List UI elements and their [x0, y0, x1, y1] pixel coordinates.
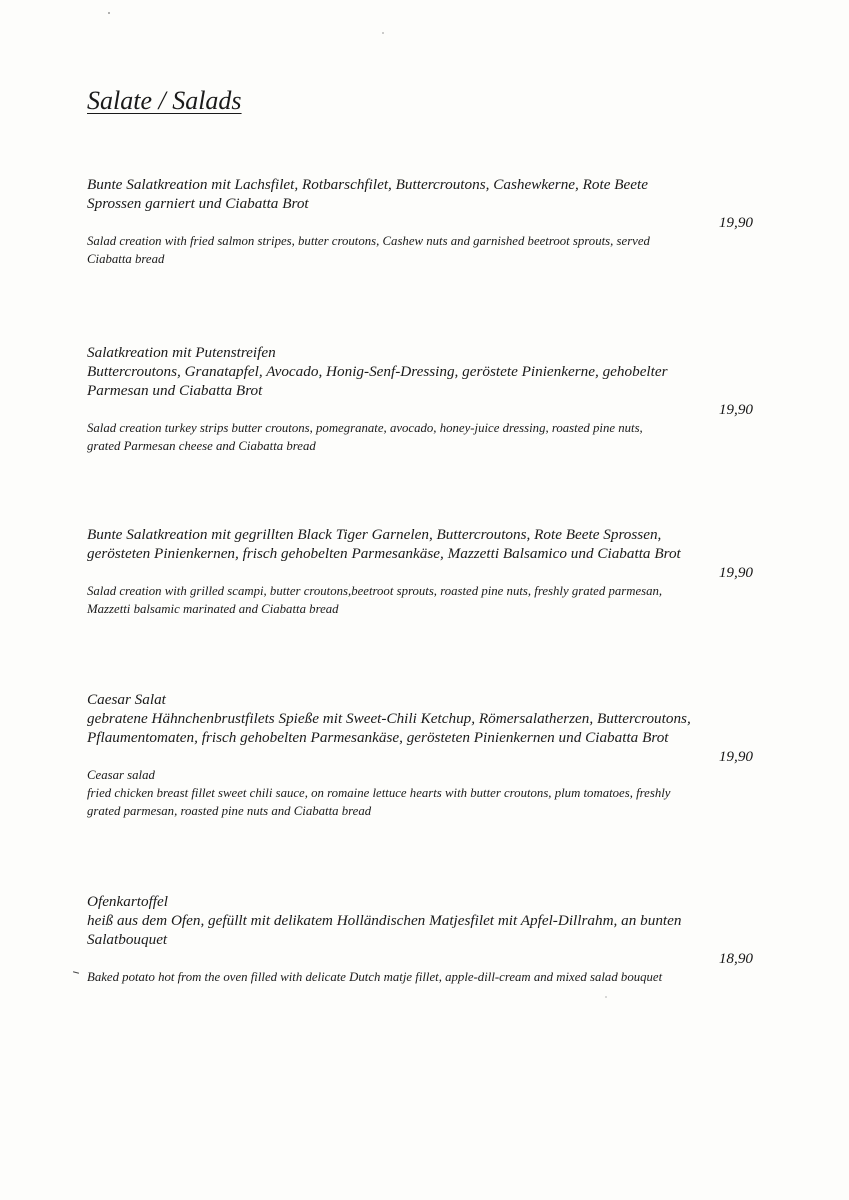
scan-mark [73, 971, 79, 974]
item-description-de: heiß aus dem Ofen, gefüllt mit delikatem Holländischen Matjesfilet mit Apfel-Dillrahm, an bunten [87, 912, 682, 929]
item-description-en: grated Parmesan cheese and Ciabatta bread [87, 439, 316, 453]
item-description-en: Ceasar salad [87, 768, 155, 782]
item-price: 19,90 [718, 401, 753, 418]
item-description-de: gebratene Hähnchenbrustfilets Spieße mit Sweet-Chili Ketchup, Römersalatherzen, Buttercroutons, [87, 710, 691, 727]
scan-speck [108, 12, 110, 14]
item-description-de: gerösteten Pinienkernen, frisch gehobelten Parmesankäse, Mazzetti Balsamico und Ciabatta Brot [87, 545, 681, 562]
item-description-en: grated parmesan, roasted pine nuts and Ciabatta bread [87, 804, 372, 818]
item-description-en: Baked potato hot from the oven filled with delicate Dutch matje fillet, apple-dill-cream and mixed salad bouquet [87, 970, 663, 984]
item-description-en: Salad creation with grilled scampi, butter croutons,beetroot sprouts, roasted pine nuts, freshly grated parmesan, [87, 584, 663, 598]
item-price: 19,90 [718, 564, 753, 581]
item-description-en: Mazzetti balsamic marinated and Ciabatta bread [87, 602, 339, 616]
menu-item [87, 892, 757, 986]
item-description-de: Salatbouquet [87, 931, 168, 948]
item-description-de: Caesar Salat [87, 691, 166, 708]
menu-item [87, 343, 757, 455]
item-description-en: fried chicken breast fillet sweet chili sauce, on romaine lettuce hearts with butter croutons, plum tomatoes, freshly [87, 786, 671, 800]
item-description-de: Buttercroutons, Granatapfel, Avocado, Honig-Senf-Dressing, geröstete Pinienkerne, gehobelter [87, 363, 668, 380]
item-description-de: Ofenkartoffel [87, 893, 168, 910]
item-description-de: Bunte Salatkreation mit gegrillten Black Tiger Garnelen, Buttercroutons, Rote Beete Sprossen, [87, 526, 662, 543]
page-title: Salate / Salads [87, 86, 242, 115]
item-description-en: Ciabatta bread [87, 252, 165, 266]
item-description-de: Salatkreation mit Putenstreifen [87, 344, 276, 361]
scan-speck [382, 32, 384, 34]
menu-item [87, 175, 757, 268]
item-price: 19,90 [718, 214, 753, 231]
item-description-de: Bunte Salatkreation mit Lachsfilet, Rotbarschfilet, Buttercroutons, Cashewkerne, Rote Beete [87, 176, 648, 193]
item-description-de: Pflaumentomaten, frisch gehobelten Parmesankäse, gerösteten Pinienkernen und Ciabatta Brot [87, 729, 669, 746]
item-description-de: Parmesan und Ciabatta Brot [87, 382, 263, 399]
item-description-de: Sprossen garniert und Ciabatta Brot [87, 195, 309, 212]
menu-item [87, 525, 757, 618]
scan-speck [605, 996, 607, 998]
menu-item [87, 690, 757, 820]
item-description-en: Salad creation with fried salmon stripes, butter croutons, Cashew nuts and garnished beetroot sprouts, served [87, 234, 650, 248]
item-price: 18,90 [718, 950, 753, 967]
item-price: 19,90 [718, 748, 753, 765]
item-description-en: Salad creation turkey strips butter croutons, pomegranate, avocado, honey-juice dressing, roasted pine nuts, [87, 421, 643, 435]
